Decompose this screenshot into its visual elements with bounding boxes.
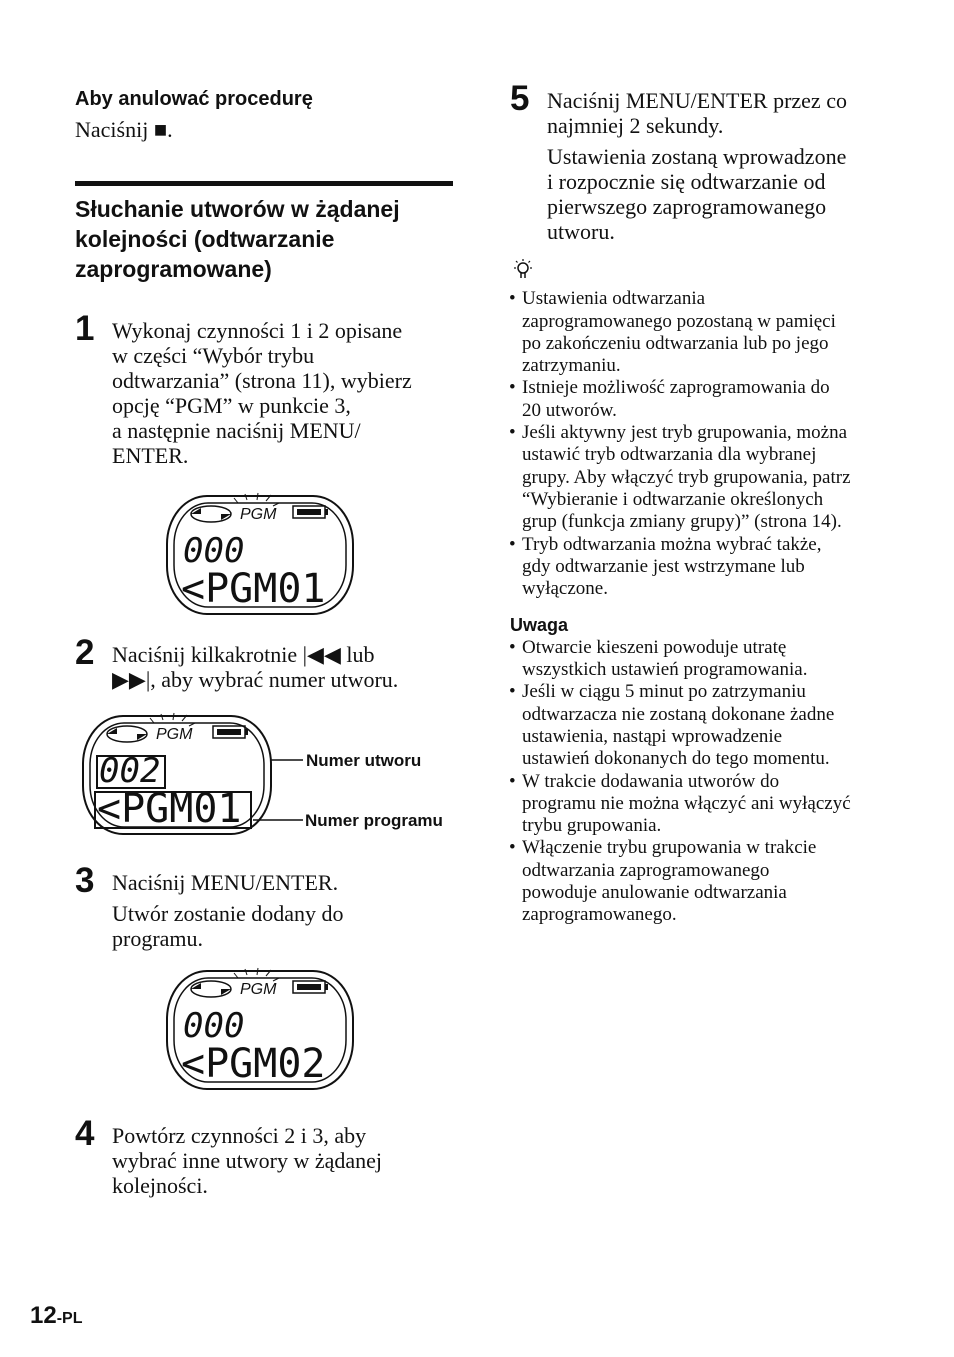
step-5 (510, 79, 890, 244)
step-4 (75, 1114, 453, 1198)
lcd-program-text: <PGM01 (181, 566, 326, 612)
tips-list (510, 288, 890, 600)
step-line: Utwór zostanie dodany do (112, 901, 344, 926)
step-number: 4 (75, 1114, 95, 1153)
step-line: w części “Wybór trybu (112, 343, 315, 368)
lcd-program-text: <PGM01 (97, 786, 242, 832)
note-item (510, 681, 890, 770)
tip-line: • Jeśli aktywny jest tryb grupowania, można (522, 422, 848, 444)
section-rule (75, 181, 453, 186)
lightbulb-icon (512, 258, 536, 282)
lcd-program-text: <PGM02 (181, 1041, 326, 1087)
note-item (510, 637, 890, 682)
note-line: zaprogramowanego. (522, 904, 677, 926)
step-1 (75, 309, 453, 468)
step-2 (75, 633, 453, 692)
lcd-display-graphic (165, 492, 365, 622)
lcd-display-1 (165, 492, 365, 622)
step-line: pierwszego zaprogramowanego (547, 194, 827, 219)
note-line: wszystkich ustawień programowania. (522, 659, 808, 681)
note-line: • Włączenie trybu grupowania w trakcie (522, 837, 817, 859)
note-line: ustawień dokonanych do tego momentu. (522, 748, 830, 770)
page-number-value: 12 (30, 1302, 57, 1329)
pgm-badge: PGM (156, 726, 193, 743)
tip-line: gdy odtwarzanie jest wstrzymane lub (522, 555, 805, 577)
note-section (510, 614, 890, 926)
tip-item (510, 534, 890, 601)
step-line: kolejności. (112, 1173, 208, 1198)
lcd-display-2 (81, 712, 453, 842)
tip-line: • Istnieje możliwość zaprogramowania do (522, 377, 830, 399)
step-number: 1 (75, 309, 95, 348)
tip-item (510, 422, 890, 533)
step-line: ENTER. (112, 443, 189, 468)
step-line: najmniej 2 sekundy. (547, 113, 724, 138)
note-line: • Otwarcie kieszeni powoduje utratę (522, 636, 787, 658)
tip-line: zaprogramowanego pozostaną w pamięci (522, 310, 836, 332)
step-number: 5 (510, 79, 530, 118)
step-line: a następnie naciśnij MENU/ (112, 418, 361, 443)
note-line: • Jeśli w ciągu 5 minut po zatrzymaniu (522, 681, 806, 703)
tip-line: wyłączone. (522, 578, 608, 600)
tip-line: “Wybieranie i odtwarzanie określonych (522, 488, 824, 510)
cancel-text: Naciśnij ■. (75, 117, 173, 142)
lcd-track-number: 002 (99, 751, 161, 791)
note-line: ustawienia, nastąpi wprowadzenie (522, 725, 783, 747)
step-line: Wykonaj czynności 1 i 2 opisane (112, 318, 403, 343)
tip-line: • Tryb odtwarzania można wybrać także, (522, 533, 822, 555)
step-line: wybrać inne utwory w żądanej (112, 1148, 383, 1173)
step-line: Naciśnij MENU/ENTER. (112, 870, 339, 895)
page-number (30, 1302, 82, 1330)
note-item (510, 837, 890, 926)
step-line: odtwarzania” (strona 11), wybierz (112, 368, 412, 393)
tip-line: • Ustawienia odtwarzania (522, 288, 706, 310)
note-list (510, 637, 890, 927)
lcd-display-3 (165, 967, 365, 1097)
step-line: opcję “PGM” w punkcie 3, (112, 393, 351, 418)
callout-track-label: Numer utworu (306, 751, 422, 770)
pgm-badge: PGM (240, 506, 277, 523)
step-line: utworu. (547, 219, 615, 244)
lcd-track-number: 000 (183, 1006, 245, 1046)
step-line: programu. (112, 926, 204, 951)
note-heading: Uwaga (510, 615, 569, 636)
note-line: powoduje anulowanie odtwarzania (522, 882, 787, 904)
note-line: odtwarzania zaprogramowanego (522, 859, 770, 881)
tip-line: zatrzymaniu. (522, 355, 621, 377)
tip-line: grupy. Aby włączyć tryb grupowania, patrz (522, 466, 851, 488)
tip-item (510, 377, 890, 422)
lcd-display-graphic (81, 712, 453, 842)
step-line: i rozpocznie się odtwarzanie od (547, 169, 826, 194)
step-3 (75, 861, 453, 951)
note-line: trybu grupowania. (522, 815, 662, 837)
lcd-track-number: 000 (183, 531, 245, 571)
step-number: 3 (75, 861, 95, 900)
pgm-badge: PGM (240, 981, 277, 998)
note-line: programu nie można włączyć ani wyłączyć (522, 792, 851, 814)
note-line: • W trakcie dodawania utworów do (522, 770, 780, 792)
lcd-display-graphic (165, 967, 365, 1097)
step-line: ▶▶|, aby wybrać numer utworu. (112, 667, 399, 692)
step-line: Naciśnij MENU/ENTER przez co (547, 88, 847, 113)
tip-line: ustawić tryb odtwarzania dla wybranej (522, 444, 817, 466)
right-column (510, 79, 890, 927)
left-column (75, 88, 453, 1198)
note-item (510, 771, 890, 838)
step-line: Ustawienia zostaną wprowadzone (547, 144, 847, 169)
page-number-suffix: -PL (56, 1310, 83, 1327)
tip-line: po zakończeniu odtwarzania lub po jego (522, 332, 829, 354)
step-number: 2 (75, 633, 95, 672)
tips-section (510, 258, 890, 600)
cancel-heading: Aby anulować procedurę (75, 88, 313, 110)
section-title: Słuchanie utworów w żądanej kolejności (odtwarzanie zaprogramowane) (75, 196, 400, 282)
tip-item (510, 288, 890, 377)
note-line: odtwarzacza nie zostaną dokonane żadne (522, 703, 835, 725)
tip-line: grup (funkcja zmiany grupy)” (strona 14). (522, 511, 842, 533)
tip-line: 20 utworów. (522, 399, 617, 421)
step-line: Naciśnij kilkakrotnie |◀◀ lub (112, 642, 375, 667)
step-line: Powtórz czynności 2 i 3, aby (112, 1123, 367, 1148)
callout-program-label: Numer programu (305, 811, 443, 830)
